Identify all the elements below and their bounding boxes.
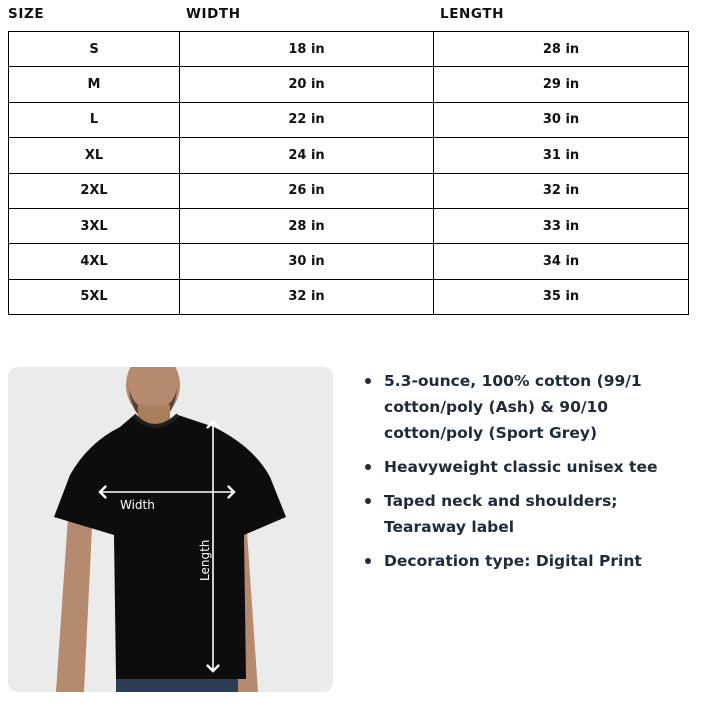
size-cell: 3XL bbox=[9, 208, 180, 243]
width-cell: 24 in bbox=[180, 138, 434, 173]
header-size: SIZE bbox=[8, 6, 45, 22]
feature-list bbox=[362, 368, 692, 582]
size-cell: 2XL bbox=[9, 173, 180, 208]
bullet-icon bbox=[365, 498, 371, 504]
width-cell: 22 in bbox=[180, 102, 434, 137]
width-cell: 20 in bbox=[180, 67, 434, 102]
length-cell: 30 in bbox=[434, 102, 689, 137]
model-left-arm bbox=[56, 517, 92, 692]
bullet-icon bbox=[365, 378, 371, 384]
feature-item bbox=[362, 454, 692, 480]
size-cell: L bbox=[9, 102, 180, 137]
width-cell: 18 in bbox=[180, 32, 434, 67]
size-cell: M bbox=[9, 67, 180, 102]
feature-item bbox=[362, 488, 692, 540]
table-row bbox=[9, 208, 689, 243]
bullet-icon bbox=[365, 464, 371, 470]
size-cell: 5XL bbox=[9, 279, 180, 314]
feature-item bbox=[362, 368, 692, 446]
table-row bbox=[9, 279, 689, 314]
table-row bbox=[9, 67, 689, 102]
tshirt-diagram bbox=[8, 367, 333, 692]
width-label: Width bbox=[120, 498, 155, 512]
feature-text: Taped neck and shoulders; Tearaway label bbox=[384, 492, 618, 536]
size-cell: 4XL bbox=[9, 244, 180, 279]
length-cell: 31 in bbox=[434, 138, 689, 173]
length-cell: 32 in bbox=[434, 173, 689, 208]
table-headers bbox=[0, 6, 701, 26]
length-cell: 29 in bbox=[434, 67, 689, 102]
feature-text: Decoration type: Digital Print bbox=[384, 552, 642, 570]
table-row bbox=[9, 244, 689, 279]
length-cell: 33 in bbox=[434, 208, 689, 243]
length-cell: 28 in bbox=[434, 32, 689, 67]
feature-item bbox=[362, 548, 692, 574]
size-cell: XL bbox=[9, 138, 180, 173]
width-cell: 26 in bbox=[180, 173, 434, 208]
width-cell: 32 in bbox=[180, 279, 434, 314]
header-width: WIDTH bbox=[186, 6, 241, 22]
bullet-icon bbox=[365, 558, 371, 564]
feature-text: Heavyweight classic unisex tee bbox=[384, 458, 658, 476]
width-cell: 30 in bbox=[180, 244, 434, 279]
table-row bbox=[9, 32, 689, 67]
tshirt-measurement-photo bbox=[8, 367, 333, 692]
size-cell: S bbox=[9, 32, 180, 67]
size-chart-table bbox=[8, 31, 689, 315]
table-row bbox=[9, 138, 689, 173]
width-cell: 28 in bbox=[180, 208, 434, 243]
length-label: Length bbox=[198, 539, 212, 581]
table-row bbox=[9, 173, 689, 208]
table-row bbox=[9, 102, 689, 137]
feature-text: 5.3-ounce, 100% cotton (99/1 cotton/poly (Ash) & 90/10 cotton/poly (Sport Grey) bbox=[384, 372, 642, 442]
header-length: LENGTH bbox=[440, 6, 505, 22]
length-cell: 34 in bbox=[434, 244, 689, 279]
length-cell: 35 in bbox=[434, 279, 689, 314]
